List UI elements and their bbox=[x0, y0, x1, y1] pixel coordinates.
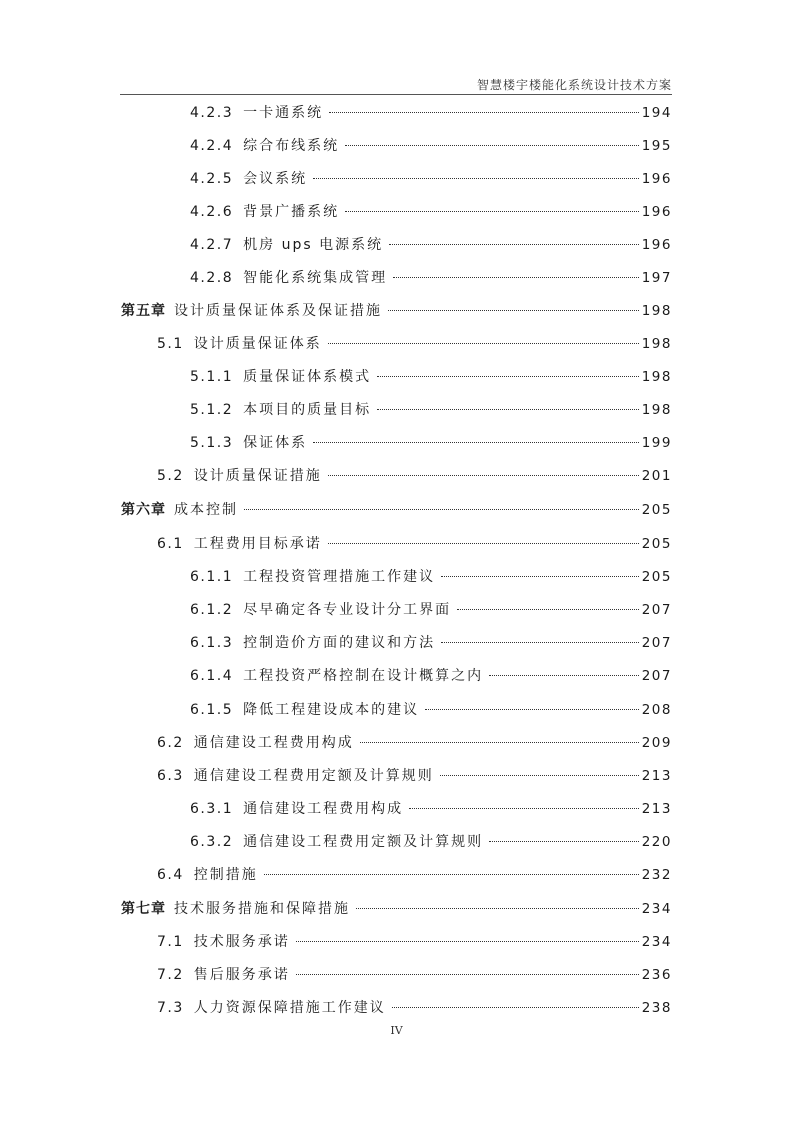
toc-entry-title: 背景广播系统 bbox=[243, 204, 340, 220]
dot-leader bbox=[264, 874, 639, 875]
dot-leader bbox=[328, 475, 639, 476]
dot-leader bbox=[425, 709, 639, 710]
toc-entry-number: 4.2.4 bbox=[190, 138, 234, 154]
toc-entry-page: 208 bbox=[641, 702, 672, 718]
toc-entry-title: 尽早确定各专业设计分工界面 bbox=[243, 602, 452, 618]
toc-entry-number: 6.2 bbox=[157, 735, 184, 751]
toc-entry-title: 降低工程建设成本的建议 bbox=[243, 702, 420, 718]
toc-entry-page: 238 bbox=[641, 1000, 672, 1016]
toc-entry-number: 7.1 bbox=[157, 934, 184, 950]
toc-entry-number: 6.3.2 bbox=[190, 834, 234, 850]
dot-leader bbox=[328, 343, 639, 344]
toc-entry[interactable] bbox=[157, 931, 672, 953]
dot-leader bbox=[345, 145, 639, 146]
toc-entry-number: 第六章 bbox=[121, 502, 166, 518]
toc-entry-number: 7.3 bbox=[157, 1000, 184, 1016]
toc-entry[interactable] bbox=[157, 533, 672, 555]
toc-entry-page: 196 bbox=[641, 204, 672, 220]
toc-entry-number: 4.2.5 bbox=[190, 171, 234, 187]
toc-entry-number: 5.1.2 bbox=[190, 402, 234, 418]
toc-entry-title: 控制造价方面的建议和方法 bbox=[243, 635, 436, 651]
toc-entry-title: 保证体系 bbox=[243, 435, 308, 451]
dot-leader bbox=[441, 576, 639, 577]
dot-leader bbox=[296, 941, 639, 942]
dot-leader bbox=[377, 376, 639, 377]
toc-entry[interactable] bbox=[190, 798, 672, 820]
dot-leader bbox=[313, 442, 639, 443]
dot-leader bbox=[489, 675, 639, 676]
toc-entry-page: 196 bbox=[641, 171, 672, 187]
toc-entry[interactable] bbox=[190, 566, 672, 588]
toc-entry-page: 234 bbox=[641, 901, 672, 917]
toc-entry[interactable] bbox=[190, 432, 672, 454]
toc-entry-page: 232 bbox=[641, 867, 672, 883]
dot-leader bbox=[329, 112, 639, 113]
toc-entry-page: 201 bbox=[641, 468, 672, 484]
toc-entry-title: 机房 ups 电源系统 bbox=[243, 237, 384, 253]
toc-entry[interactable] bbox=[157, 864, 672, 886]
toc-entry-title: 工程投资管理措施工作建议 bbox=[243, 569, 436, 585]
toc-entry-number: 5.1 bbox=[157, 336, 184, 352]
toc-entry-title: 设计质量保证体系及保证措施 bbox=[174, 303, 382, 319]
dot-leader bbox=[389, 244, 639, 245]
toc-entry-page: 197 bbox=[641, 270, 672, 286]
toc-entry-page: 205 bbox=[641, 536, 672, 552]
dot-leader bbox=[393, 277, 639, 278]
toc-entry-title: 质量保证体系模式 bbox=[243, 369, 372, 385]
toc-entry-number: 6.1.5 bbox=[190, 702, 234, 718]
dot-leader bbox=[360, 742, 639, 743]
toc-entry-number: 5.2 bbox=[157, 468, 184, 484]
toc-entry-page: 213 bbox=[641, 768, 672, 784]
dot-leader bbox=[489, 841, 639, 842]
dot-leader bbox=[388, 310, 639, 311]
toc-entry-number: 6.1.3 bbox=[190, 635, 234, 651]
toc-entry-page: 198 bbox=[641, 369, 672, 385]
toc-entry-number: 第五章 bbox=[121, 303, 166, 319]
document-title: 智慧楼宇楼能化系统设计技术方案 bbox=[476, 78, 672, 92]
toc-chapter-entry[interactable] bbox=[121, 898, 672, 920]
toc-entry[interactable] bbox=[157, 465, 672, 487]
toc-entry[interactable] bbox=[157, 964, 672, 986]
toc-entry-title: 通信建设工程费用定额及计算规则 bbox=[243, 834, 484, 850]
toc-entry-page: 198 bbox=[641, 402, 672, 418]
toc-entry-title: 技术服务承诺 bbox=[193, 934, 290, 950]
toc-entry[interactable] bbox=[157, 997, 672, 1019]
toc-entry-title: 通信建设工程费用构成 bbox=[243, 801, 404, 817]
toc-entry-page: 194 bbox=[641, 105, 672, 121]
toc-entry-number: 7.2 bbox=[157, 967, 184, 983]
toc-entry-page: 196 bbox=[641, 237, 672, 253]
dot-leader bbox=[328, 543, 639, 544]
toc-entry[interactable] bbox=[157, 765, 672, 787]
toc-entry-title: 通信建设工程费用构成 bbox=[193, 735, 354, 751]
toc-entry-page: 220 bbox=[641, 834, 672, 850]
toc-entry[interactable] bbox=[190, 168, 672, 190]
toc-entry[interactable] bbox=[190, 599, 672, 621]
toc-entry[interactable] bbox=[157, 732, 672, 754]
toc-entry-title: 智能化系统集成管理 bbox=[243, 270, 388, 286]
page-number: IV bbox=[390, 1024, 403, 1037]
toc-entry[interactable] bbox=[190, 665, 672, 687]
toc-entry-number: 6.1.1 bbox=[190, 569, 234, 585]
dot-leader bbox=[345, 211, 639, 212]
toc-entry[interactable] bbox=[190, 699, 672, 721]
toc-entry[interactable] bbox=[190, 102, 672, 124]
toc-entry-title: 会议系统 bbox=[243, 171, 308, 187]
toc-entry-page: 195 bbox=[641, 138, 672, 154]
toc-entry-title: 本项目的质量目标 bbox=[243, 402, 372, 418]
toc-entry-title: 人力资源保障措施工作建议 bbox=[193, 1000, 386, 1016]
toc-entry-number: 4.2.3 bbox=[190, 105, 234, 121]
dot-leader bbox=[441, 642, 639, 643]
toc-entry-page: 209 bbox=[641, 735, 672, 751]
dot-leader bbox=[440, 775, 639, 776]
toc-entry-title: 一卡通系统 bbox=[243, 105, 324, 121]
toc-entry-number: 6.4 bbox=[157, 867, 184, 883]
toc-entry[interactable] bbox=[190, 632, 672, 654]
toc-entry-title: 设计质量保证措施 bbox=[193, 468, 322, 484]
toc-entry-page: 236 bbox=[641, 967, 672, 983]
toc-entry-number: 6.1.4 bbox=[190, 668, 234, 684]
toc-entry[interactable] bbox=[190, 135, 672, 157]
dot-leader bbox=[356, 908, 639, 909]
toc-entry-page: 205 bbox=[641, 569, 672, 585]
toc-chapter-entry[interactable] bbox=[121, 499, 672, 521]
toc-entry-number: 4.2.6 bbox=[190, 204, 234, 220]
toc-entry-number: 6.3.1 bbox=[190, 801, 234, 817]
dot-leader bbox=[457, 609, 639, 610]
toc-entry-title: 工程投资严格控制在设计概算之内 bbox=[243, 668, 484, 684]
toc-entry-title: 售后服务承诺 bbox=[193, 967, 290, 983]
toc-entry-page: 198 bbox=[641, 303, 672, 319]
toc-entry-title: 通信建设工程费用定额及计算规则 bbox=[193, 768, 434, 784]
toc-entry-title: 综合布线系统 bbox=[243, 138, 340, 154]
toc-chapter-entry[interactable] bbox=[121, 300, 672, 322]
toc-entry-number: 5.1.1 bbox=[190, 369, 234, 385]
toc-entry-page: 207 bbox=[641, 668, 672, 684]
toc-entry-number: 6.3 bbox=[157, 768, 184, 784]
dot-leader bbox=[244, 509, 639, 510]
toc-entry-title: 技术服务措施和保障措施 bbox=[174, 901, 350, 917]
dot-leader bbox=[313, 178, 639, 179]
toc-entry-title: 设计质量保证体系 bbox=[193, 336, 322, 352]
toc-entry-page: 213 bbox=[641, 801, 672, 817]
toc-entry-page: 207 bbox=[641, 635, 672, 651]
toc-entry-number: 第七章 bbox=[121, 901, 166, 917]
toc-entry-title: 工程费用目标承诺 bbox=[193, 536, 322, 552]
toc-entry-number: 6.1 bbox=[157, 536, 184, 552]
dot-leader bbox=[377, 409, 639, 410]
dot-leader bbox=[409, 808, 639, 809]
toc-entry-number: 6.1.2 bbox=[190, 602, 234, 618]
toc-entry[interactable] bbox=[190, 366, 672, 388]
toc-entry-page: 199 bbox=[641, 435, 672, 451]
toc-entry-page: 205 bbox=[641, 502, 672, 518]
dot-leader bbox=[392, 1007, 639, 1008]
toc-entry-number: 4.2.7 bbox=[190, 237, 234, 253]
toc-entry[interactable] bbox=[190, 831, 672, 853]
toc-entry[interactable] bbox=[190, 201, 672, 223]
toc-entry-page: 198 bbox=[641, 336, 672, 352]
toc-entry[interactable] bbox=[190, 267, 672, 289]
toc-entry[interactable] bbox=[190, 234, 672, 256]
toc-entry-page: 234 bbox=[641, 934, 672, 950]
toc-entry-title: 控制措施 bbox=[193, 867, 258, 883]
toc-entry-number: 4.2.8 bbox=[190, 270, 234, 286]
toc-entry[interactable] bbox=[157, 333, 672, 355]
toc-entry-number: 5.1.3 bbox=[190, 435, 234, 451]
toc-entry[interactable] bbox=[190, 399, 672, 421]
dot-leader bbox=[296, 974, 639, 975]
toc-entry-page: 207 bbox=[641, 602, 672, 618]
toc-entry-title: 成本控制 bbox=[174, 502, 238, 518]
